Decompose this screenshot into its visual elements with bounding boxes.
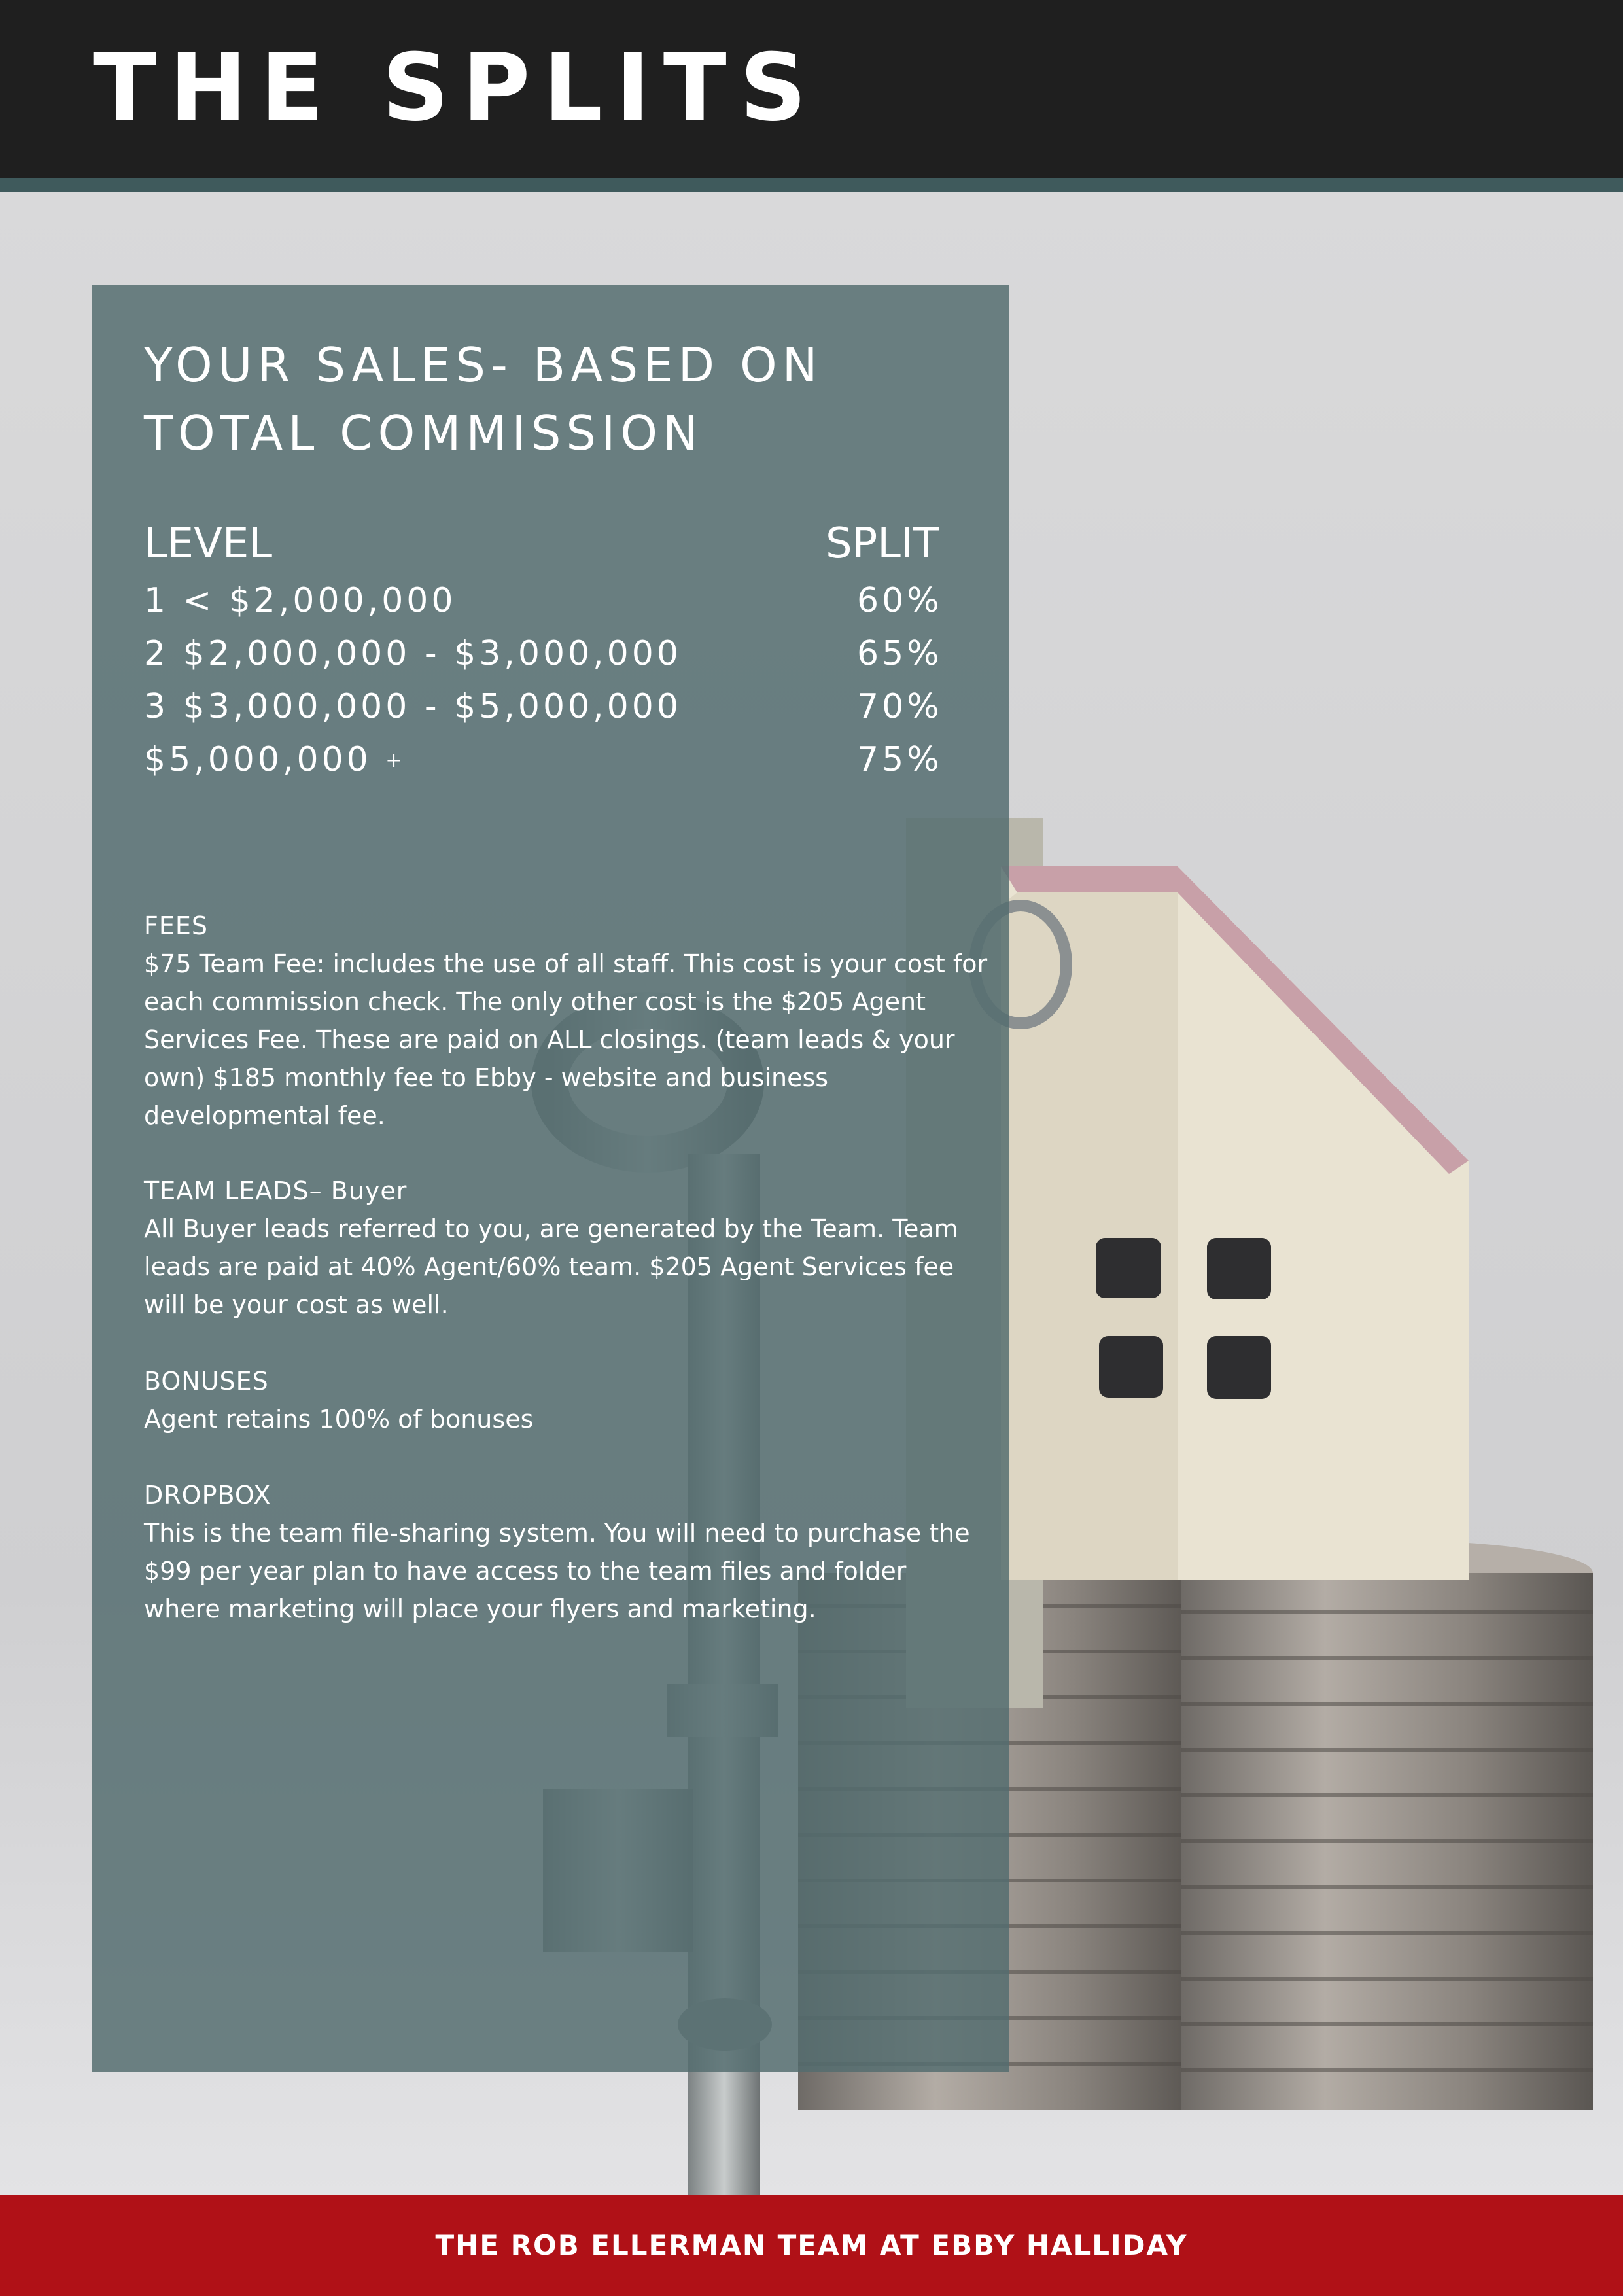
split-row-percent: 70% <box>857 687 943 726</box>
split-row-percent: 75% <box>857 740 943 779</box>
section-heading-line1: YOUR SALES- BASED ON <box>144 338 823 393</box>
team-leads-section <box>144 1172 988 1324</box>
split-row <box>144 733 962 786</box>
split-row-percent: 60% <box>857 581 943 620</box>
split-row <box>144 574 962 627</box>
split-row <box>144 680 962 733</box>
split-row-level: 1 < $2,000,000 <box>144 581 457 620</box>
dropbox-label: DROPBOX <box>144 1481 271 1510</box>
section-heading <box>144 331 968 467</box>
fees-section <box>144 907 988 1135</box>
split-column-header: SPLIT <box>826 520 939 568</box>
header-bar <box>0 0 1623 178</box>
section-heading-line2: TOTAL COMMISSION <box>144 406 703 461</box>
split-row <box>144 627 962 680</box>
footer-team-name: THE ROB ELLERMAN TEAM AT EBBY HALLIDAY <box>435 2229 1188 2261</box>
split-row-percent: 65% <box>857 634 943 673</box>
dropbox-section <box>144 1476 988 1628</box>
plus-sign: + <box>385 749 402 772</box>
footer-bar <box>0 2195 1623 2296</box>
team-leads-label: TEAM LEADS– Buyer <box>144 1176 408 1205</box>
header-accent-stripe <box>0 178 1623 192</box>
level-column-header: LEVEL <box>144 520 272 568</box>
split-row-amount: $5,000,000 <box>144 740 372 779</box>
fees-text: $75 Team Fee: includes the use of all staff. This cost is your cost for each commission check. The only other cost is the $205 Agent Services Fee. These are paid on ALL closings. (team leads & your own) $185 monthly fee to Ebby - website and business developmental fee. <box>144 949 988 1130</box>
split-row-level <box>144 733 402 787</box>
team-leads-text: All Buyer leads referred to you, are generated by the Team. Team leads are paid at 40% Agent/60% team. $205 Agent Services fee will be your cost as well. <box>144 1214 958 1319</box>
coin-stack-right <box>1181 1540 1593 2110</box>
dropbox-text: This is the team file-sharing system. You will need to purchase the $99 per year plan to have access to the team files and folder where marketing will place your flyers and marketing. <box>144 1519 970 1623</box>
page-title: THE SPLITS <box>93 34 820 142</box>
split-row-level: 3 $3,000,000 - $5,000,000 <box>144 687 682 726</box>
bonuses-section <box>144 1362 988 1438</box>
bonuses-text: Agent retains 100% of bonuses <box>144 1405 534 1434</box>
fees-label: FEES <box>144 911 208 940</box>
bonuses-label: BONUSES <box>144 1367 269 1396</box>
split-row-level: 2 $2,000,000 - $3,000,000 <box>144 634 682 673</box>
content-panel <box>92 285 1009 2072</box>
